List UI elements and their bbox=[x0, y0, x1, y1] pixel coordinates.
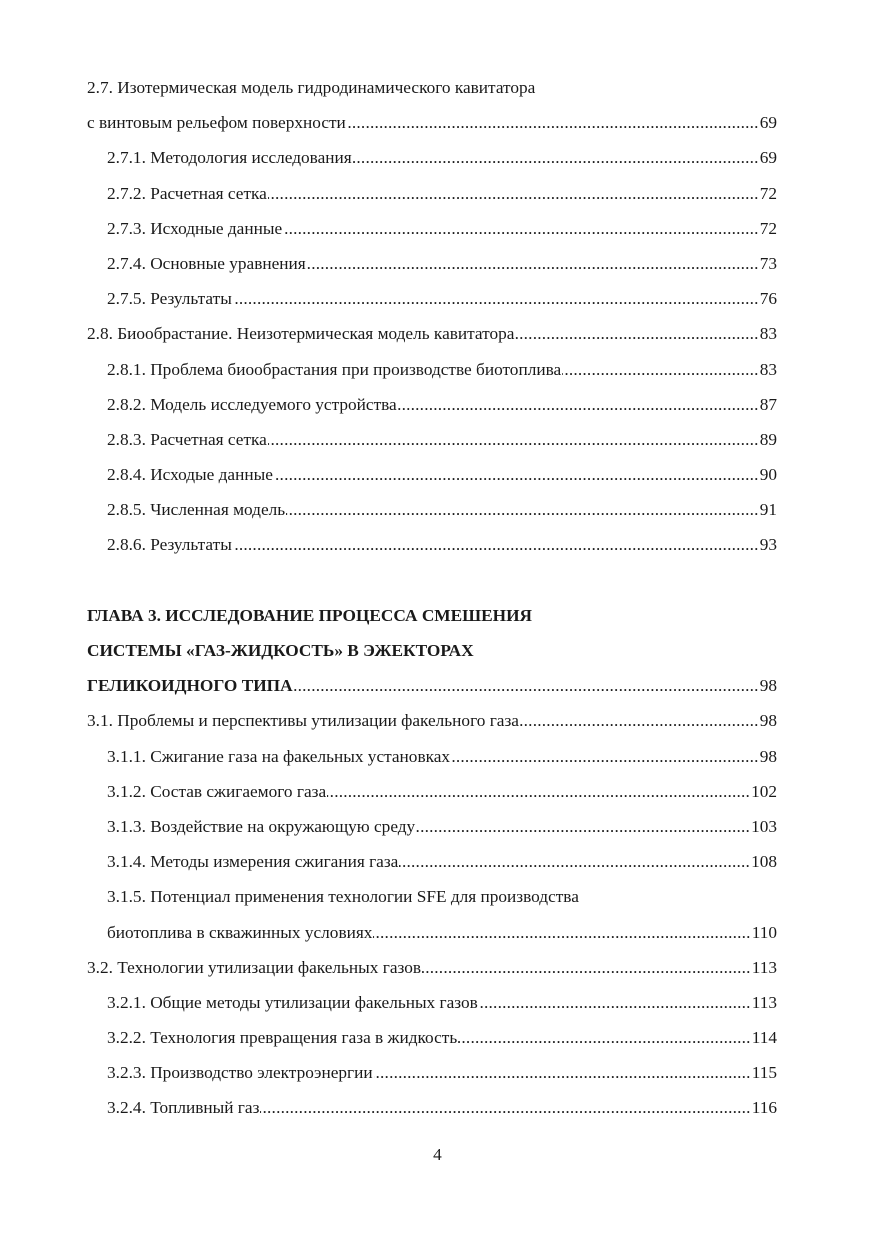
toc-entry bbox=[87, 492, 777, 527]
dot-leader bbox=[416, 809, 750, 844]
toc-entry bbox=[87, 105, 777, 140]
dot-leader bbox=[233, 281, 759, 316]
toc-entry-title: 2.7.4. Основные уравнения bbox=[107, 253, 306, 273]
dot-leader bbox=[283, 211, 759, 246]
dot-leader bbox=[520, 703, 759, 738]
toc-entry-title: 3.2.2. Технология превращения газа в жидкость bbox=[107, 1028, 458, 1048]
toc-entry bbox=[87, 985, 777, 1020]
toc-entry bbox=[87, 915, 777, 950]
toc-entry-title: СИСТЕМЫ «ГАЗ-ЖИДКОСТЬ» В ЭЖЕКТОРАХ bbox=[87, 641, 474, 660]
toc-entry bbox=[87, 246, 777, 281]
toc-entry-title: 2.8.3. Расчетная сетка bbox=[107, 429, 267, 449]
toc-entry-title: ГЕЛИКОИДНОГО ТИПА bbox=[87, 676, 293, 696]
toc-entry bbox=[87, 422, 777, 457]
dot-leader bbox=[286, 492, 759, 527]
dot-leader bbox=[307, 246, 759, 281]
toc-entry bbox=[87, 457, 777, 492]
toc-entry-page: 116 bbox=[751, 1098, 777, 1118]
toc-entry-page: 98 bbox=[759, 676, 777, 696]
toc-chapter-line bbox=[87, 633, 777, 668]
toc-entry bbox=[87, 739, 777, 774]
toc-entry-page: 87 bbox=[759, 394, 777, 414]
toc-entry-page: 108 bbox=[751, 852, 777, 872]
toc-entry bbox=[87, 1020, 777, 1055]
toc-entry-page: 98 bbox=[759, 711, 777, 731]
toc-entry-page: 91 bbox=[759, 500, 777, 520]
toc-entry-page: 72 bbox=[759, 183, 777, 203]
toc-entry bbox=[87, 316, 777, 351]
toc-entry-page: 76 bbox=[759, 289, 777, 309]
dot-leader bbox=[347, 105, 759, 140]
toc-entry-page: 72 bbox=[759, 218, 777, 238]
dot-leader bbox=[353, 140, 759, 175]
dot-leader bbox=[274, 457, 759, 492]
toc-entry-page: 110 bbox=[751, 922, 777, 942]
toc-entry-title: 2.8.1. Проблема биообрастания при производстве биотоплива bbox=[107, 359, 562, 379]
toc-entry-page: 93 bbox=[759, 535, 777, 555]
toc-entry-page: 98 bbox=[759, 746, 777, 766]
dot-leader bbox=[327, 774, 750, 809]
toc-entry bbox=[87, 352, 777, 387]
dot-leader bbox=[373, 915, 750, 950]
toc-entry bbox=[87, 809, 777, 844]
toc-entry bbox=[87, 844, 777, 879]
toc-entry-title: 2.7.5. Результаты bbox=[107, 289, 232, 309]
toc-entry bbox=[87, 1055, 777, 1090]
toc-entry-page: 90 bbox=[759, 465, 777, 485]
toc-entry bbox=[87, 140, 777, 175]
toc-chapter-line bbox=[87, 668, 777, 703]
toc-entry-title: 2.7.1. Методология исследования bbox=[107, 148, 352, 168]
toc-entry bbox=[87, 527, 777, 562]
dot-leader bbox=[422, 950, 751, 985]
toc-entry-title: 3.1.4. Методы измерения сжигания газа bbox=[107, 852, 399, 872]
dot-leader bbox=[374, 1055, 751, 1090]
toc-entry bbox=[87, 1090, 777, 1125]
dot-leader bbox=[260, 1090, 750, 1125]
dot-leader bbox=[515, 316, 758, 351]
dot-leader bbox=[451, 739, 759, 774]
toc-entry-page: 83 bbox=[759, 324, 777, 344]
table-of-contents bbox=[87, 70, 777, 1126]
toc-entry-title: 3.2.3. Производство электроэнергии bbox=[107, 1063, 373, 1083]
toc-entry-page: 103 bbox=[751, 816, 777, 836]
toc-entry-title: 2.7. Изотермическая модель гидродинамического кавитатора bbox=[87, 78, 536, 97]
dot-leader bbox=[294, 668, 759, 703]
toc-entry-title: 3.1.1. Сжигание газа на факельных установках bbox=[107, 746, 451, 766]
toc-entry bbox=[87, 879, 777, 914]
spacer bbox=[87, 563, 777, 598]
toc-entry-page: 89 bbox=[759, 429, 777, 449]
toc-entry-title: 2.8.4. Исходые данные bbox=[107, 465, 273, 485]
toc-entry-page: 113 bbox=[751, 992, 777, 1012]
toc-entry-title: 3.2.1. Общие методы утилизации факельных газов bbox=[107, 992, 478, 1012]
toc-entry bbox=[87, 70, 777, 105]
toc-entry-title: 3.1.3. Воздействие на окружающую среду bbox=[107, 816, 416, 836]
toc-entry-title: 2.7.3. Исходные данные bbox=[107, 218, 283, 238]
toc-entry-page: 69 bbox=[759, 113, 777, 133]
toc-entry bbox=[87, 211, 777, 246]
toc-entry-title: 2.8.6. Результаты bbox=[107, 535, 232, 555]
dot-leader bbox=[398, 387, 759, 422]
toc-entry-title: 3.1. Проблемы и перспективы утилизации факельного газа bbox=[87, 711, 519, 731]
toc-entry-title: 2.7.2. Расчетная сетка bbox=[107, 183, 267, 203]
toc-entry-page: 83 bbox=[759, 359, 777, 379]
toc-entry-title: биотоплива в скважинных условиях bbox=[107, 922, 373, 942]
toc-entry-title: 2.8.2. Модель исследуемого устройства bbox=[107, 394, 397, 414]
page-number: 4 bbox=[433, 1145, 442, 1164]
toc-entry-title: 3.1.2. Состав сжигаемого газа bbox=[107, 781, 327, 801]
toc-entry-page: 113 bbox=[751, 957, 777, 977]
toc-entry bbox=[87, 176, 777, 211]
toc-entry bbox=[87, 703, 777, 738]
toc-entry-page: 73 bbox=[759, 253, 777, 273]
toc-entry-title: 3.2. Технологии утилизации факельных газов bbox=[87, 957, 422, 977]
toc-entry bbox=[87, 387, 777, 422]
toc-entry-title: 2.8. Биообрастание. Неизотермическая модель кавитатора bbox=[87, 324, 515, 344]
toc-entry-title: 2.8.5. Численная модель bbox=[107, 500, 286, 520]
dot-leader bbox=[562, 352, 759, 387]
toc-entry-title: 3.1.5. Потенциал применения технологии SFE для производства bbox=[107, 887, 579, 907]
dot-leader bbox=[399, 844, 750, 879]
dot-leader bbox=[479, 985, 751, 1020]
toc-entry bbox=[87, 281, 777, 316]
toc-entry-title: с винтовым рельефом поверхности bbox=[87, 113, 346, 133]
dot-leader bbox=[268, 176, 759, 211]
dot-leader bbox=[458, 1020, 751, 1055]
toc-entry-title: 3.2.4. Топливный газ bbox=[107, 1098, 260, 1118]
toc-entry bbox=[87, 774, 777, 809]
toc-entry bbox=[87, 950, 777, 985]
dot-leader bbox=[268, 422, 759, 457]
toc-entry-page: 102 bbox=[751, 781, 777, 801]
toc-entry-page: 114 bbox=[751, 1028, 777, 1048]
dot-leader bbox=[233, 527, 759, 562]
toc-chapter-line bbox=[87, 598, 777, 633]
toc-entry-page: 115 bbox=[751, 1063, 777, 1083]
toc-entry-page: 69 bbox=[759, 148, 777, 168]
toc-entry-title: ГЛАВА 3. ИССЛЕДОВАНИЕ ПРОЦЕССА СМЕШЕНИЯ bbox=[87, 605, 533, 625]
